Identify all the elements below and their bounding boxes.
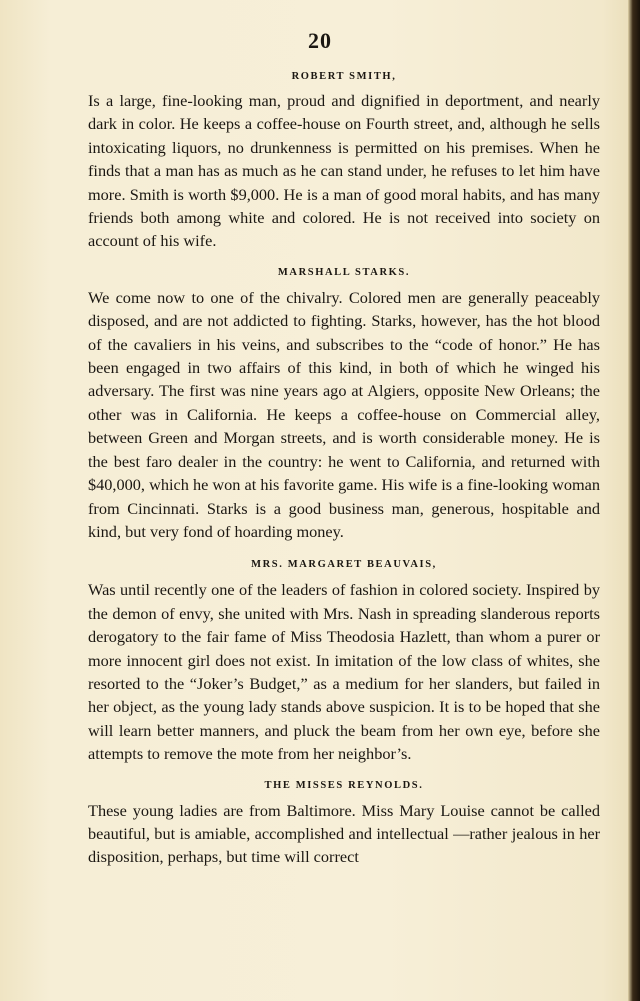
entry-margaret-beauvais [88,557,600,765]
page-body [88,64,600,869]
entry-heading: ROBERT SMITH, [291,71,397,82]
entry-robert-smith [88,69,600,253]
entry-paragraph: Was until recently one of the leaders of fashion in colored society. Inspired by the demon of envy, she united with Mrs. Nash in spreading slanderous reports derogatory to the fair fame of Miss Theodosia Hazlett, than whom a purer or more innocent girl does not exist. In imitation of the low class of whites, she resorted to the “Joker’s Budget,” as a medium for her slanders, but failed in her object, as the young lady stands above suspicion. It is to be hoped that she will learn better manners, and pluck the beam from her own eye, before she attempts to remove the mote from her neighbor’s. [88,580,600,764]
entry-heading: THE MISSES REYNOLDS. [264,779,424,791]
entry-paragraph: Is a large, fine-looking man, proud and dignified in deportment, and nearly dark in color. He keeps a coffee-house on Fourth street, and, although he sells intoxicating liquors, no drunkenness is permitted on his premises. When he finds that a man has as much as he can stand under, he refuses to let him have more. Smith is worth $9,000. He is a man of good moral habits, and has many friends both among white and colored. He is not received into society on account of his wife. [88,91,600,251]
entry-misses-reynolds [88,778,600,869]
page-number: 20 [308,28,332,53]
entry-marshall-starks [88,265,600,543]
entry-heading: MARSHALL STARKS. [277,266,411,278]
entry-heading: MRS. MARGARET BEAUVAIS, [251,559,437,571]
entry-paragraph: We come now to one of the chivalry. Colored men are generally peaceably disposed, and are not addicted to fighting. Starks, however, has the hot blood of the cavaliers in his veins, and subscribes to the “code of honor.” He has been engaged in two affairs of this kind, in both of which he winged his adversary. The first was nine years ago at Algiers, opposite New Orleans; the other was in California. He keeps a coffee-house on Commercial alley, between Green and Morgan streets, and is worth considerable money. He is the best faro dealer in the country: he went to California, and returned with $40,000, which he won at his favorite game. His wife is a fine-looking woman from Cincinnati. Starks is a good business man, generous, hospitable and kind, but very fond of hoarding money. [88,287,600,541]
entry-paragraph: These young ladies are from Baltimore. Miss Mary Louise cannot be called beautiful, but is amiable, accomplished and intellectual —rather jealous in her disposition, perhaps, but time will correct [88,800,600,867]
page-edge [628,0,640,1001]
